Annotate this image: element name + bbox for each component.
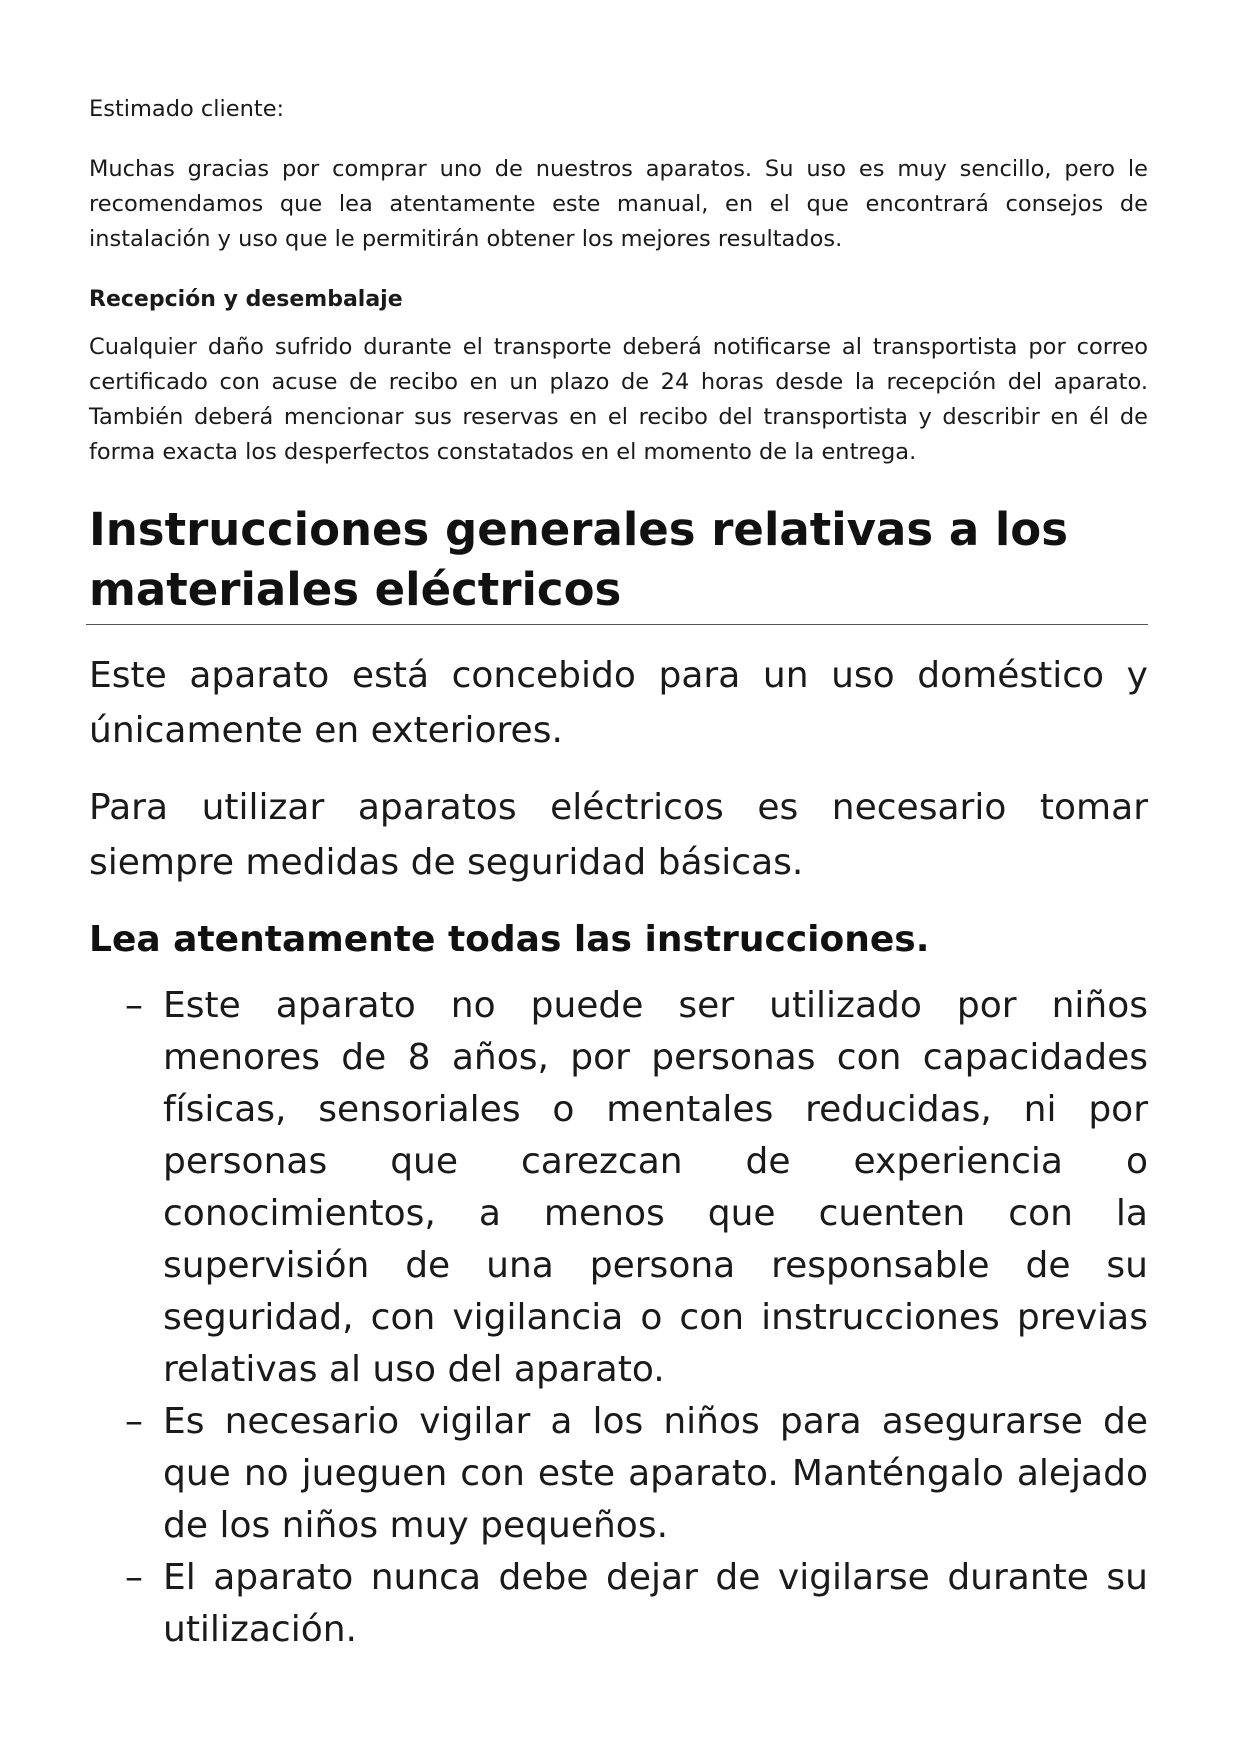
- list-item: [89, 1396, 1148, 1552]
- section-title: Instrucciones generales relativas a los materiales eléctricos: [89, 503, 1068, 616]
- bullet-text: Es necesario vigilar a los niños para asegurarse de que no jueguen con este aparato. Manténgalo alejado de los niños muy pequeños.: [163, 1401, 1148, 1546]
- list-item: [89, 1552, 1148, 1656]
- safety-bullet-list: [89, 980, 1148, 1656]
- intro-paragraph: Muchas gracias por comprar uno de nuestros aparatos. Su uso es muy sencillo, pero le recomendamos que lea atentamente este manual, en el que encontrará consejos de instalación y uso que le permitirán obtener los mejores resultados.: [89, 156, 1148, 252]
- reception-heading: Recepción y desembalaje: [89, 287, 403, 312]
- dash-icon: –: [125, 985, 143, 1026]
- bullet-text: Este aparato no puede ser utilizado por niños menores de 8 años, por personas con capacidades físicas, sensoriales o mentales reducidas, ni por personas que carezcan de experiencia o conocimientos, a menos que cuenten con la supervisión de una persona responsable de su seguridad, con vigilancia o con instrucciones previas relativas al uso del aparato.: [163, 985, 1148, 1390]
- list-item: [89, 980, 1148, 1396]
- bullet-text: El aparato nunca debe dejar de vigilarse durante su utilización.: [163, 1557, 1148, 1650]
- title-divider: [86, 624, 1148, 625]
- greeting: Estimado cliente:: [89, 96, 285, 122]
- usage-paragraph: Este aparato está concebido para un uso doméstico y únicamente en exteriores.: [89, 655, 1148, 751]
- read-instructions-heading: Lea atentamente todas las instrucciones.: [89, 919, 930, 960]
- safety-paragraph: Para utilizar aparatos eléctricos es necesario tomar siempre medidas de seguridad básicas.: [89, 787, 1148, 883]
- dash-icon: –: [125, 1557, 143, 1598]
- dash-icon: –: [125, 1401, 143, 1442]
- reception-paragraph: Cualquier daño sufrido durante el transporte deberá notificarse al transportista por correo certificado con acuse de recibo en un plazo de 24 horas desde la recepción del aparato. También deberá mencionar sus reservas en el recibo del transportista y describir en él de forma exacta los desperfectos constatados en el momento de la entrega.: [89, 334, 1148, 465]
